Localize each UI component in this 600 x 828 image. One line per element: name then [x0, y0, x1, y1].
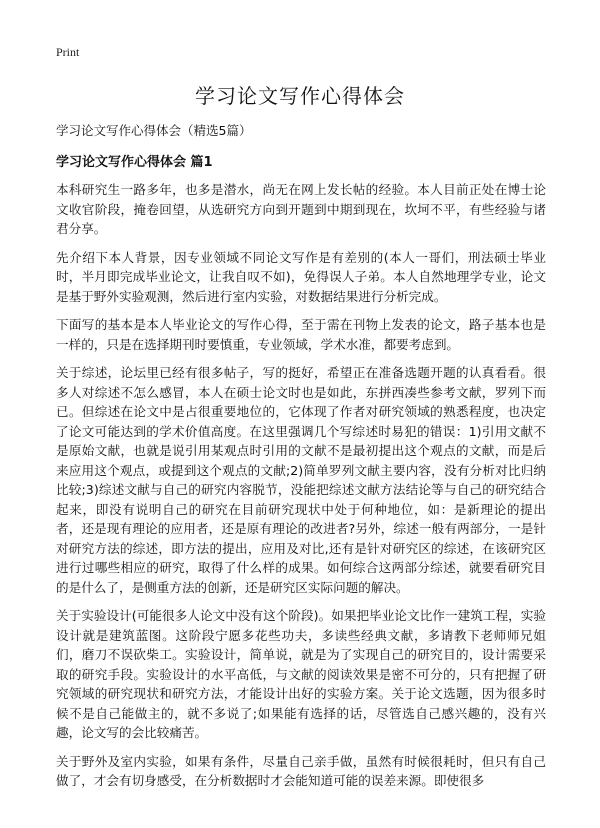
paragraph: 本科研究生一路多年，也多是潜水，尚无在网上发长帖的经验。本人目前正处在博士论文收官阶段，掩卷回望，从选研究方向到开题到中期到现在，坎坷不平，有些经验与诸君分享。 [56, 182, 546, 236]
document-title: 学习论文写作心得体会 [195, 84, 405, 108]
paragraph: 关于综述，论坛里已经有很多帖子，写的挺好，希望正在准备选题开题的认真看看。很多人对综述不怎么感冒，本人在硕士论文时也是如此，东拼西凑些参考文献，罗列下而已。但综述在论文中是占很重要地位的，它体现了作者对研究领域的熟悉程度，也决定了论文可能达到的学术价值高度。在这里强调几个写综述时易犯的错误：1)引用文献不是原始文献，也就是说引用某观点时引用的文献不是最初提出这个观点的文献，而是后来应用这个观点，或提到这个观点的文献;2)简单罗列文献主要内容，没有分析对比归纳比较;3)综述文献与自己的研究内容脱节，没能把综述文献方法结论等与自己的研究结合起来，即没有说明自己的研究在目前研究现状中处于何种地位，如：是新理论的提出者，还是现有理论的应用者，还是原有理论的改进者?另外，综述一般有两部分，一是针对研究方法的综述，即方法的提出，应用及对比,还有是针对研究区的综述，在该研究区进行过哪些相应的研究，取得了什么样的成果。如何综合这两部分综述，就要看研究目的是什么了，是侧重方法的创新，还是研究区实际问题的解决。 [56, 365, 546, 595]
paragraph: 关于实验设计(可能很多人论文中没有这个阶段)。如果把毕业论文比作一建筑工程，实验设计就是建筑蓝图。这阶段宁愿多花些功夫，多读些经典文献，多请教下老师师兄姐们，磨刀不误砍柴工。实验设计，简单说，就是为了实现自己的研究目的，设计需要采取的研究手段。实验设计的水平高低，与文献的阅读效果是密不可分的，只有把握了研究领域的研究现状和研究方法，才能设计出好的实验方案。关于论文选题，因为很多时候不是自己能做主的，就不多说了;如果能有选择的话，尽管选自己感兴趣的，没有兴趣，论文写的会比较痛苦。 [56, 608, 546, 740]
paragraph: 先介绍下本人背景，因专业领域不同论文写作是有差别的(本人一哥们，刑法硕士毕业时，半月即完成毕业论文，让我自叹不如)，免得误人子弟。本人自然地理学专业，论文是基于野外实验观测，然后进行室内实验，对数据结果进行分析完成。 [56, 249, 546, 304]
paragraph: 下面写的基本是本人毕业论文的写作心得，至于需在刊物上发表的论文，路子基本也是一样的，只是在选择期刊时要慎重，专业领域，学术水准，都要考虑到。 [56, 317, 546, 352]
paragraph: 关于野外及室内实验，如果有条件，尽量自己亲手做，虽然有时候很耗时，但只有自己做了，才会有切身感受，在分析数据时才会能知道可能的误差来源。即使很多 [56, 753, 546, 788]
print-label: Print [56, 45, 80, 59]
document-subtitle: 学习论文写作心得体会（精选5篇） [56, 123, 252, 138]
article-body [56, 180, 546, 800]
section-heading: 学习论文写作心得体会 篇1 [56, 155, 213, 170]
